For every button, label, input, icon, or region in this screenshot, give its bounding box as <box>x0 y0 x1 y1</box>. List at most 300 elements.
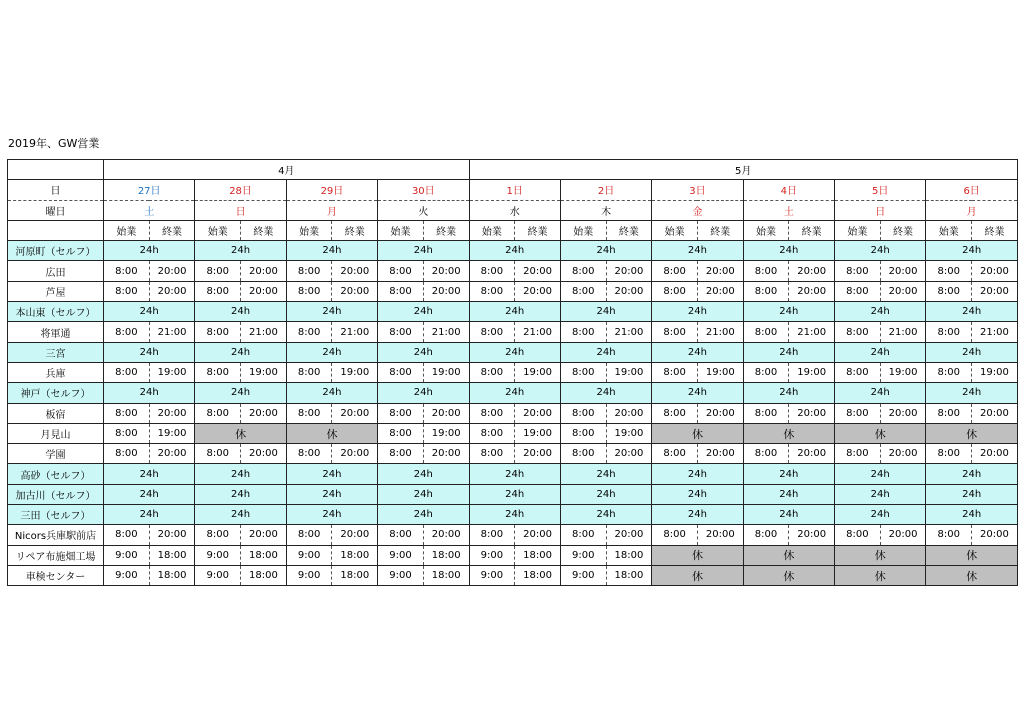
close-time: 21:00 <box>697 322 743 342</box>
hours-24h-cell: 24h <box>378 342 469 362</box>
store-name: 本山東（セルフ） <box>8 302 104 322</box>
hours-24h-cell: 24h <box>195 505 286 525</box>
table-row <box>8 464 1018 484</box>
hours-24h-cell: 24h <box>195 302 286 322</box>
hours-24h-cell: 24h <box>560 241 651 261</box>
hours-24h-cell: 24h <box>652 464 743 484</box>
table-row <box>8 322 1018 342</box>
hours-24h-cell: 24h <box>286 464 377 484</box>
close-label: 終業 <box>515 220 561 240</box>
open-label: 始業 <box>652 220 698 240</box>
hours-24h-cell: 24h <box>378 302 469 322</box>
hours-24h-cell: 24h <box>743 342 834 362</box>
close-time: 21:00 <box>880 322 926 342</box>
store-name: リペア布施畑工場 <box>8 545 104 565</box>
hours-24h-cell: 24h <box>286 342 377 362</box>
close-time: 19:00 <box>606 362 652 382</box>
open-time: 8:00 <box>104 423 150 443</box>
closed-cell: 休 <box>835 545 926 565</box>
close-time: 18:00 <box>423 545 469 565</box>
close-label: 終業 <box>880 220 926 240</box>
hours-24h-cell: 24h <box>743 383 834 403</box>
open-label: 始業 <box>560 220 606 240</box>
open-time: 9:00 <box>195 565 241 585</box>
date-cell: 3日 <box>652 180 743 200</box>
date-cell: 5日 <box>835 180 926 200</box>
close-time: 21:00 <box>241 322 287 342</box>
close-time: 19:00 <box>332 362 378 382</box>
weekday-cell: 木 <box>560 200 651 220</box>
table-row <box>8 505 1018 525</box>
store-name: 加古川（セルフ） <box>8 484 104 504</box>
open-time: 8:00 <box>926 322 972 342</box>
open-time: 9:00 <box>195 545 241 565</box>
close-time: 18:00 <box>332 565 378 585</box>
close-time: 18:00 <box>606 565 652 585</box>
hours-24h-cell: 24h <box>926 484 1018 504</box>
close-time: 21:00 <box>972 322 1018 342</box>
close-label: 終業 <box>149 220 195 240</box>
open-time: 8:00 <box>560 322 606 342</box>
hours-24h-cell: 24h <box>378 241 469 261</box>
close-time: 20:00 <box>423 444 469 464</box>
hours-24h-cell: 24h <box>560 464 651 484</box>
hours-24h-cell: 24h <box>743 241 834 261</box>
table-row <box>8 302 1018 322</box>
open-time: 8:00 <box>560 261 606 281</box>
open-time: 8:00 <box>378 423 424 443</box>
close-time: 21:00 <box>149 322 195 342</box>
closed-cell: 休 <box>835 423 926 443</box>
corner-cell <box>8 160 104 180</box>
closed-cell: 休 <box>652 565 743 585</box>
open-time: 8:00 <box>652 362 698 382</box>
open-time: 8:00 <box>560 423 606 443</box>
open-time: 8:00 <box>286 261 332 281</box>
date-cell: 2日 <box>560 180 651 200</box>
open-time: 8:00 <box>195 281 241 301</box>
open-time: 8:00 <box>286 322 332 342</box>
weekday-cell: 日 <box>835 200 926 220</box>
open-time: 8:00 <box>652 281 698 301</box>
close-time: 20:00 <box>515 403 561 423</box>
store-name: 三宮 <box>8 342 104 362</box>
open-time: 8:00 <box>743 362 789 382</box>
open-time: 8:00 <box>926 362 972 382</box>
hours-24h-cell: 24h <box>286 505 377 525</box>
hours-24h-cell: 24h <box>835 241 926 261</box>
open-time: 9:00 <box>286 545 332 565</box>
hours-24h-cell: 24h <box>652 383 743 403</box>
hours-24h-cell: 24h <box>104 464 195 484</box>
hours-24h-cell: 24h <box>926 342 1018 362</box>
date-cell: 30日 <box>378 180 469 200</box>
open-time: 8:00 <box>835 525 881 545</box>
hours-24h-cell: 24h <box>104 505 195 525</box>
open-time: 9:00 <box>104 565 150 585</box>
date-cell: 28日 <box>195 180 286 200</box>
close-time: 19:00 <box>606 423 652 443</box>
table-row <box>8 423 1018 443</box>
hours-24h-cell: 24h <box>104 342 195 362</box>
open-time: 8:00 <box>743 525 789 545</box>
date-cell: 29日 <box>286 180 377 200</box>
open-time: 8:00 <box>926 525 972 545</box>
hours-24h-cell: 24h <box>926 383 1018 403</box>
open-time: 9:00 <box>469 565 515 585</box>
hours-24h-cell: 24h <box>926 302 1018 322</box>
closed-cell: 休 <box>743 545 834 565</box>
closed-cell: 休 <box>286 423 377 443</box>
hours-24h-cell: 24h <box>835 383 926 403</box>
close-label: 終業 <box>606 220 652 240</box>
hours-24h-cell: 24h <box>652 302 743 322</box>
close-time: 20:00 <box>697 261 743 281</box>
open-time: 9:00 <box>469 545 515 565</box>
open-time: 8:00 <box>378 525 424 545</box>
weekday-cell: 土 <box>104 200 195 220</box>
date-row <box>8 180 1018 200</box>
hours-24h-cell: 24h <box>104 302 195 322</box>
hours-24h-cell: 24h <box>469 505 560 525</box>
date-cell: 27日 <box>104 180 195 200</box>
open-label: 始業 <box>195 220 241 240</box>
close-time: 18:00 <box>515 545 561 565</box>
month-header-row <box>8 160 1018 180</box>
close-time: 20:00 <box>972 281 1018 301</box>
hours-24h-cell: 24h <box>195 241 286 261</box>
close-time: 20:00 <box>241 444 287 464</box>
hours-24h-cell: 24h <box>835 302 926 322</box>
store-name: 広田 <box>8 261 104 281</box>
close-time: 20:00 <box>697 403 743 423</box>
open-time: 8:00 <box>286 362 332 382</box>
close-time: 18:00 <box>515 565 561 585</box>
weekday-row-label: 曜日 <box>8 200 104 220</box>
close-time: 20:00 <box>423 261 469 281</box>
table-row <box>8 565 1018 585</box>
open-time: 8:00 <box>378 362 424 382</box>
close-time: 20:00 <box>606 444 652 464</box>
close-time: 18:00 <box>606 545 652 565</box>
weekday-cell: 月 <box>926 200 1018 220</box>
hours-24h-cell: 24h <box>469 241 560 261</box>
open-time: 8:00 <box>104 322 150 342</box>
open-time: 8:00 <box>926 444 972 464</box>
hours-24h-cell: 24h <box>835 464 926 484</box>
store-name: 河原町（セルフ） <box>8 241 104 261</box>
open-time: 8:00 <box>560 525 606 545</box>
table-row <box>8 525 1018 545</box>
close-time: 20:00 <box>149 261 195 281</box>
hours-24h-cell: 24h <box>286 383 377 403</box>
hours-24h-cell: 24h <box>835 484 926 504</box>
date-cell: 1日 <box>469 180 560 200</box>
close-time: 20:00 <box>423 525 469 545</box>
close-time: 19:00 <box>880 362 926 382</box>
open-time: 8:00 <box>378 261 424 281</box>
closed-cell: 休 <box>926 565 1018 585</box>
close-time: 19:00 <box>515 423 561 443</box>
close-time: 20:00 <box>423 403 469 423</box>
closed-cell: 休 <box>835 565 926 585</box>
date-cell: 4日 <box>743 180 834 200</box>
close-time: 20:00 <box>332 281 378 301</box>
month-label: 4月 <box>104 160 470 180</box>
weekday-cell: 土 <box>743 200 834 220</box>
close-time: 19:00 <box>789 362 835 382</box>
close-time: 20:00 <box>880 281 926 301</box>
hours-24h-cell: 24h <box>378 505 469 525</box>
close-time: 20:00 <box>789 525 835 545</box>
open-time: 8:00 <box>195 261 241 281</box>
open-time: 8:00 <box>195 322 241 342</box>
open-time: 8:00 <box>104 403 150 423</box>
open-time: 8:00 <box>835 322 881 342</box>
open-time: 8:00 <box>560 444 606 464</box>
open-label: 始業 <box>835 220 881 240</box>
hours-24h-cell: 24h <box>104 241 195 261</box>
open-time: 8:00 <box>469 322 515 342</box>
open-time: 8:00 <box>926 403 972 423</box>
table-row <box>8 342 1018 362</box>
close-time: 18:00 <box>149 565 195 585</box>
gw-schedule-table <box>7 159 1018 586</box>
close-time: 20:00 <box>606 525 652 545</box>
store-name: 兵庫 <box>8 362 104 382</box>
open-label: 始業 <box>104 220 150 240</box>
open-time: 8:00 <box>104 444 150 464</box>
open-time: 8:00 <box>835 444 881 464</box>
close-time: 19:00 <box>149 362 195 382</box>
close-time: 20:00 <box>972 444 1018 464</box>
open-time: 8:00 <box>743 281 789 301</box>
store-name: 芦屋 <box>8 281 104 301</box>
hours-24h-cell: 24h <box>652 342 743 362</box>
close-time: 20:00 <box>515 261 561 281</box>
hours-24h-cell: 24h <box>286 241 377 261</box>
hours-24h-cell: 24h <box>195 383 286 403</box>
open-time: 8:00 <box>835 403 881 423</box>
table-row <box>8 241 1018 261</box>
close-time: 20:00 <box>606 403 652 423</box>
open-time: 8:00 <box>835 261 881 281</box>
closed-cell: 休 <box>195 423 286 443</box>
open-time: 8:00 <box>286 281 332 301</box>
weekday-row <box>8 200 1018 220</box>
close-label: 終業 <box>423 220 469 240</box>
open-time: 9:00 <box>104 545 150 565</box>
table-row <box>8 261 1018 281</box>
open-close-label-row <box>8 220 1018 240</box>
open-time: 8:00 <box>652 444 698 464</box>
closed-cell: 休 <box>652 423 743 443</box>
table-row <box>8 484 1018 504</box>
hours-24h-cell: 24h <box>652 484 743 504</box>
close-time: 20:00 <box>332 403 378 423</box>
close-time: 21:00 <box>423 322 469 342</box>
open-time: 8:00 <box>286 444 332 464</box>
hours-24h-cell: 24h <box>926 464 1018 484</box>
close-time: 20:00 <box>880 444 926 464</box>
open-time: 8:00 <box>652 525 698 545</box>
close-time: 19:00 <box>423 423 469 443</box>
open-time: 8:00 <box>652 261 698 281</box>
closed-cell: 休 <box>743 565 834 585</box>
hours-24h-cell: 24h <box>835 505 926 525</box>
close-time: 20:00 <box>332 261 378 281</box>
open-time: 9:00 <box>560 545 606 565</box>
open-label: 始業 <box>743 220 789 240</box>
open-time: 8:00 <box>469 281 515 301</box>
close-time: 19:00 <box>423 362 469 382</box>
close-time: 18:00 <box>149 545 195 565</box>
close-time: 19:00 <box>697 362 743 382</box>
close-time: 20:00 <box>149 281 195 301</box>
close-time: 20:00 <box>880 261 926 281</box>
open-time: 9:00 <box>286 565 332 585</box>
open-label: 始業 <box>286 220 332 240</box>
close-time: 20:00 <box>241 281 287 301</box>
weekday-cell: 火 <box>378 200 469 220</box>
open-label: 始業 <box>926 220 972 240</box>
open-label: 始業 <box>378 220 424 240</box>
open-time: 8:00 <box>926 281 972 301</box>
open-time: 8:00 <box>469 444 515 464</box>
open-time: 8:00 <box>469 261 515 281</box>
open-time: 8:00 <box>835 281 881 301</box>
open-time: 8:00 <box>104 362 150 382</box>
table-row <box>8 403 1018 423</box>
close-label: 終業 <box>241 220 287 240</box>
close-time: 20:00 <box>332 525 378 545</box>
hours-24h-cell: 24h <box>469 484 560 504</box>
close-label: 終業 <box>332 220 378 240</box>
open-time: 8:00 <box>469 362 515 382</box>
weekday-cell: 日 <box>195 200 286 220</box>
closed-cell: 休 <box>926 423 1018 443</box>
open-time: 8:00 <box>104 261 150 281</box>
store-name: 板宿 <box>8 403 104 423</box>
close-time: 18:00 <box>241 545 287 565</box>
open-time: 8:00 <box>743 403 789 423</box>
hours-24h-cell: 24h <box>286 302 377 322</box>
hours-24h-cell: 24h <box>835 342 926 362</box>
hours-24h-cell: 24h <box>743 464 834 484</box>
hours-24h-cell: 24h <box>378 383 469 403</box>
close-label: 終業 <box>697 220 743 240</box>
open-time: 8:00 <box>378 281 424 301</box>
close-time: 20:00 <box>423 281 469 301</box>
open-time: 9:00 <box>378 545 424 565</box>
close-time: 20:00 <box>241 261 287 281</box>
hours-24h-cell: 24h <box>560 484 651 504</box>
open-time: 9:00 <box>378 565 424 585</box>
close-time: 20:00 <box>241 403 287 423</box>
open-time: 8:00 <box>652 322 698 342</box>
close-time: 20:00 <box>515 444 561 464</box>
close-label: 終業 <box>789 220 835 240</box>
store-name: 車検センター <box>8 565 104 585</box>
open-time: 8:00 <box>560 362 606 382</box>
hours-24h-cell: 24h <box>104 383 195 403</box>
hours-24h-cell: 24h <box>195 342 286 362</box>
hours-24h-cell: 24h <box>560 505 651 525</box>
store-name: 神戸（セルフ） <box>8 383 104 403</box>
table-row <box>8 444 1018 464</box>
close-time: 20:00 <box>972 403 1018 423</box>
close-time: 20:00 <box>149 403 195 423</box>
closed-cell: 休 <box>652 545 743 565</box>
close-time: 19:00 <box>241 362 287 382</box>
open-time: 8:00 <box>195 403 241 423</box>
hours-24h-cell: 24h <box>195 484 286 504</box>
weekday-cell: 月 <box>286 200 377 220</box>
date-row-label: 日 <box>8 180 104 200</box>
hours-24h-cell: 24h <box>743 484 834 504</box>
hours-24h-cell: 24h <box>560 383 651 403</box>
open-time: 8:00 <box>469 423 515 443</box>
open-time: 9:00 <box>560 565 606 585</box>
close-time: 20:00 <box>697 525 743 545</box>
close-label: 終業 <box>972 220 1018 240</box>
hours-24h-cell: 24h <box>378 464 469 484</box>
close-time: 18:00 <box>423 565 469 585</box>
close-time: 18:00 <box>332 545 378 565</box>
open-time: 8:00 <box>378 322 424 342</box>
close-time: 18:00 <box>241 565 287 585</box>
open-time: 8:00 <box>835 362 881 382</box>
open-time: 8:00 <box>378 444 424 464</box>
open-time: 8:00 <box>469 403 515 423</box>
store-name: 学園 <box>8 444 104 464</box>
close-time: 20:00 <box>789 261 835 281</box>
close-time: 20:00 <box>880 525 926 545</box>
store-name: 月見山 <box>8 423 104 443</box>
open-time: 8:00 <box>743 261 789 281</box>
close-time: 19:00 <box>515 362 561 382</box>
blank-cell <box>8 220 104 240</box>
hours-24h-cell: 24h <box>926 505 1018 525</box>
close-time: 21:00 <box>789 322 835 342</box>
hours-24h-cell: 24h <box>743 505 834 525</box>
open-time: 8:00 <box>195 444 241 464</box>
close-time: 21:00 <box>606 322 652 342</box>
open-time: 8:00 <box>560 403 606 423</box>
close-time: 20:00 <box>515 281 561 301</box>
hours-24h-cell: 24h <box>286 484 377 504</box>
open-time: 8:00 <box>286 525 332 545</box>
hours-24h-cell: 24h <box>652 505 743 525</box>
store-name: Nicors兵庫駅前店 <box>8 525 104 545</box>
close-time: 20:00 <box>789 281 835 301</box>
close-time: 20:00 <box>606 261 652 281</box>
hours-24h-cell: 24h <box>560 302 651 322</box>
open-time: 8:00 <box>195 362 241 382</box>
close-time: 20:00 <box>332 444 378 464</box>
hours-24h-cell: 24h <box>469 342 560 362</box>
close-time: 20:00 <box>789 444 835 464</box>
open-time: 8:00 <box>743 322 789 342</box>
close-time: 20:00 <box>241 525 287 545</box>
close-time: 20:00 <box>149 525 195 545</box>
open-time: 8:00 <box>560 281 606 301</box>
hours-24h-cell: 24h <box>195 464 286 484</box>
close-time: 20:00 <box>972 261 1018 281</box>
table-row <box>8 383 1018 403</box>
close-time: 19:00 <box>149 423 195 443</box>
close-time: 20:00 <box>515 525 561 545</box>
